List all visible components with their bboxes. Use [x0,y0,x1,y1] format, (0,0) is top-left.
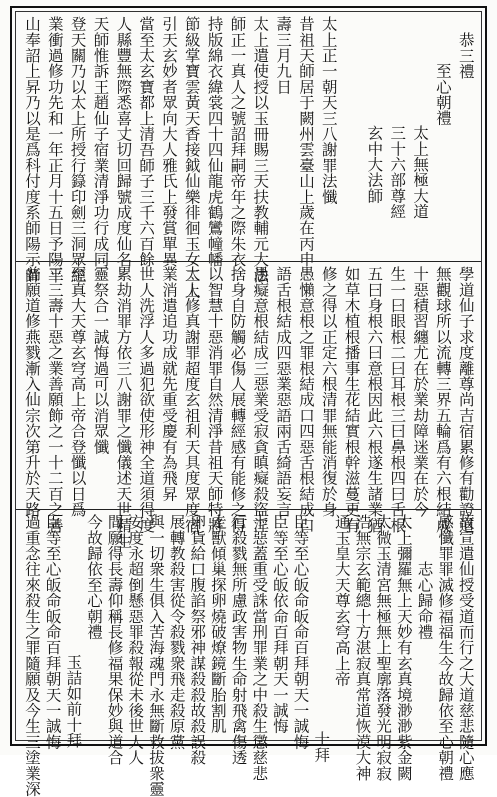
text-column: 臣等至心皈依命百拜朝天一誠悔 [270,514,289,734]
text-column: 愚懶意根之罪根結成口四惡舌根結成口 [296,266,315,533]
text-column: 業衝過修功先和一年正月十五日予陽平 [45,16,64,283]
text-column: 太微玉清宮無極無上聖廓落發光明寂寂 [374,514,393,781]
text-column: 行殺戮無所慮政害物生命射飛禽傷透 [229,514,248,766]
text-column: 天師惟訴王趙仙子宿業清淨功行成同 [91,16,110,268]
text-column: 持版綿衣緯裳四十四仙龍虎鶴鸞幢幡 [205,16,224,268]
text-column: 學道仙子求度離尊尚吉宿累修有勸證道 [456,266,475,533]
text-column: 走獸傾巢探卵燒破燎鏡斷胎割肌 [208,514,227,734]
text-column: 至真大天尊玄穹高上帝合登懺以日爲 [68,266,87,518]
text-column: 十拜 [312,731,331,763]
text-column: 展轉教殺害從令殺戮衆飛走殺原黨 [167,514,186,750]
register-middle [16,266,481,549]
text-column: 生一曰眼根二曰耳根三曰鼻根四曰舌根 [388,266,407,533]
text-column: 無觀球所以流轉三界五輪爲有六根結成 [433,266,452,533]
text-column: 愚癡意根結成三惡業受寂貪瞋癡殺盜淫 [251,266,270,533]
text-column: 玄中大法師 [365,124,384,203]
text-column: 壽三月九日 [274,16,293,95]
text-column: 如草木植根播事生花結實根幹滋蔓更有 [342,266,361,533]
text-column: 安度永超倒懸惡罪殺報從未後世人人 [126,514,145,766]
register-divider-1 [16,261,481,262]
text-column: 當至太玄寶都上清吾師子三千六百餘 [137,16,156,268]
text-column: 過重念往來殺生之罪隨願及今生三塗業深 [23,514,41,797]
text-column: 太上遣使授以玉冊賜三天扶教輔元大法 [251,16,270,283]
text-column: 恭三禮 [456,31,475,79]
text-column: 通玉皇大天尊玄穹高上帝 [332,514,351,687]
text-column: 以智慧十惡消罪自然清淨昔祖天師特將 [205,266,224,533]
text-column: 師正一真人之號詔拜嗣帝年之際朱衣 [228,16,247,268]
text-column: 業消遣追功成就先重受慶有為飛昇 [159,266,178,502]
text-column: 卵貨給口腹諂祭邪神謀殺殺故殺誤殺 [188,514,207,766]
text-column: 十惡蓋重受誅當刑罪業之中殺生懲慈悲 [250,514,269,781]
text-column: 太上無極大道 [411,124,430,219]
text-column: 玉詰如前十拜 [64,653,83,748]
text-column: 太上正一朝天三八謝罪法懺 [319,16,338,205]
text-column: 靈祭合一誠悔過可以消眾懺 [91,266,110,455]
text-column: 引天玄妙者眾向大人雅氏上發賞單異 [159,16,178,268]
text-column: 臣等至心皈命皈命百拜朝天一誠悔 [291,514,310,750]
text-column: 故宣遣仙授受道而行之大道慈悲隨心應 [456,514,475,781]
register-divider-2 [16,509,481,510]
text-column: 節級掌寶雲黃天香接鉞仙樂徘徊玉女二人 [182,16,201,299]
text-column [342,16,361,254]
text-column: 捨身自防觸必傷人展轉經感有能修之得 [228,266,247,533]
text-column: 太上彌羅無上天妙有玄真境渺渺紫金闕 [394,514,413,781]
text-column: 浩無宗玄範總十方湛寂真常道恢漠大神 [353,514,372,781]
text-column: 累劫消罪方依三八謝罪之懺儀述天世精生 [114,266,133,549]
text-column: 世人洗浮人多過犯欲使形神全道須得度 [137,266,156,533]
text-column: 山奉詔上昇乃以是爲科付度系師陽示師 [23,16,41,283]
page-frame-inner [15,11,482,797]
text-column: 昔祖天師居于闕州雲臺山上歲在丙申 [296,16,315,268]
text-column: 五曰身根六曰意根因此六根遂生諸業猶 [365,266,384,533]
text-column: 語舌根結成四惡業惡語兩舌綺語妄言 [274,266,293,518]
text-column: 人縣豐無際悉喜丈切回歸號成度仙名 [114,16,133,268]
text-column: 今故歸依至心朝禮 [84,514,103,640]
text-column: 至心朝禮 [433,62,452,126]
text-column: 間願得長壽仰稱長修福果保妙與道合 [105,514,124,766]
text-column: 志心歸命禮 [415,560,434,639]
text-column: 十惡積習纏尤在於業劫障迷業在於今 [411,266,430,518]
page-frame [10,6,487,797]
text-column: 感懺罪罪滅修福福生今故歸依至心朝禮 [436,514,455,781]
text-column: 登天關乃以太上所授行籙印劍三洞眾經 [68,16,87,283]
text-column: 臣等至心皈命皈命百拜朝天一誠悔 [43,514,62,750]
text-column: 修之得以正定六根清罪無能消復於身 [319,266,338,518]
text-column: 普願道修燕戮漸入仙宗次第升於天路 [23,266,41,518]
text-column: 太上修真謝罪超度玄祖利天具度眾度宿 [182,266,201,533]
register-top [16,16,481,299]
text-column: 與一切衆生俱入苦海魂門永無斷救拔衆靈 [146,514,165,797]
text-column: 三三壽十惡之業善願飾之一十二百之善 [45,266,64,533]
text-column: 三十六部尊經 [388,124,407,219]
register-bottom [16,514,481,797]
